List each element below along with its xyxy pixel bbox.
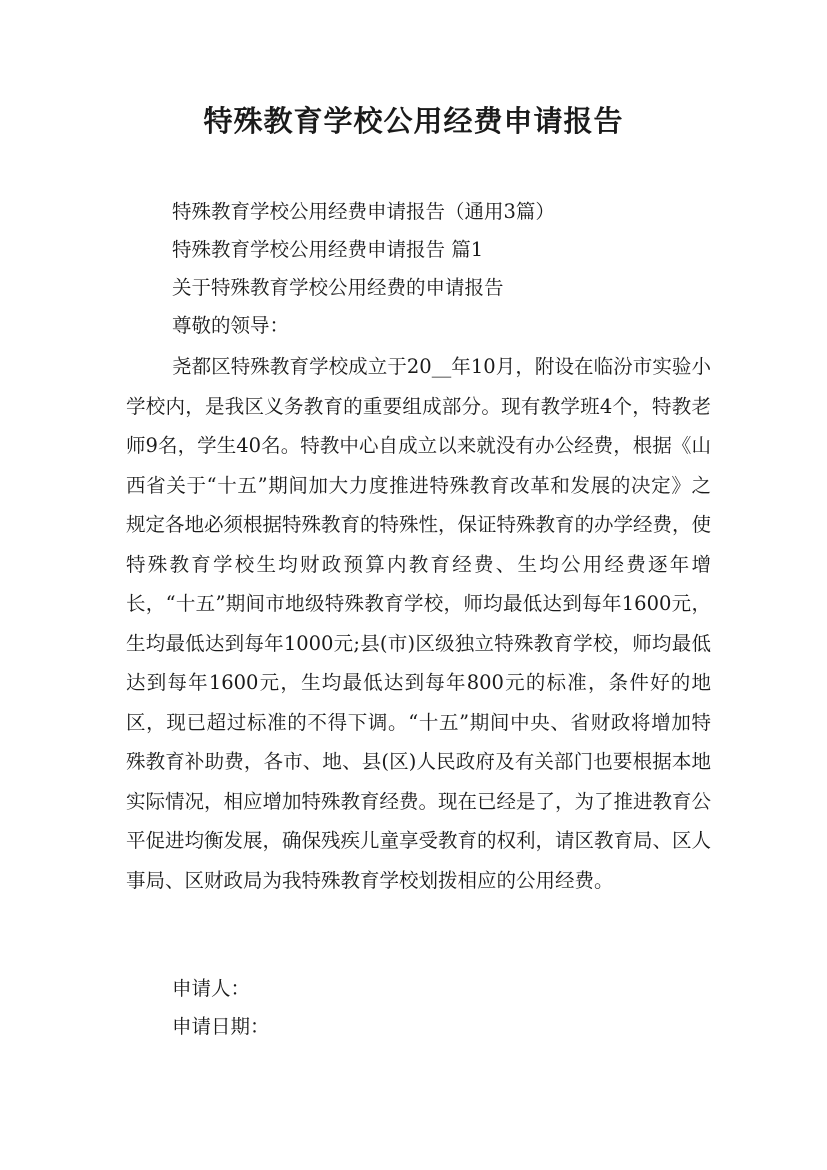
salutation: 尊敬的领导： [172,314,290,337]
section-heading: 特殊教育学校公用经费申请报告 篇1 [172,238,484,261]
document-subtitle: 特殊教育学校公用经费申请报告（通用3篇） [172,200,555,223]
letter-title: 关于特殊教育学校公用经费的申请报告 [172,276,504,299]
body-paragraph: 尧都区特殊教育学校成立于20__年10月，附设在临汾市实验小学校内，是我区义务教育的重要组成部分。现有教学班4个，特教老师9名，学生40名。特教中心自成立以来就没有办公经费，根据《山西省关于“十五”期间加大力度推进特殊教育改革和发展的决定》之规定各地必须根据特殊教育的特殊性，保证特殊教育的办学经费，使特殊教育学校生均财政预算内教育经费、生均公用经费逐年增长，“十五”期间市地级特殊教育学校，师均最低达到每年1600元，生均最低达到每年1000元;县(市)区级独立特殊教育学校，师均最低达到每年1600元，生均最低达到每年800元的标准，条件好的地区，现已超过标准的不得下调。“十五”期间中央、省财政将增加特殊教育补助费，各市、地、县(区)人民政府及有关部门也要根据本地实际情况，相应增加特殊教育经费。现在已经是了，为了推进教育公平促进均衡发展，确保残疾儿童享受教育的权利，请区教育局、区人事局、区财政局为我特殊教育学校划拨相应的公用经费。 [126,355,712,892]
applicant-label: 申请人： [172,977,251,1000]
document-title: 特殊教育学校公用经费申请报告 [203,104,624,138]
date-label: 申请日期： [172,1015,270,1038]
